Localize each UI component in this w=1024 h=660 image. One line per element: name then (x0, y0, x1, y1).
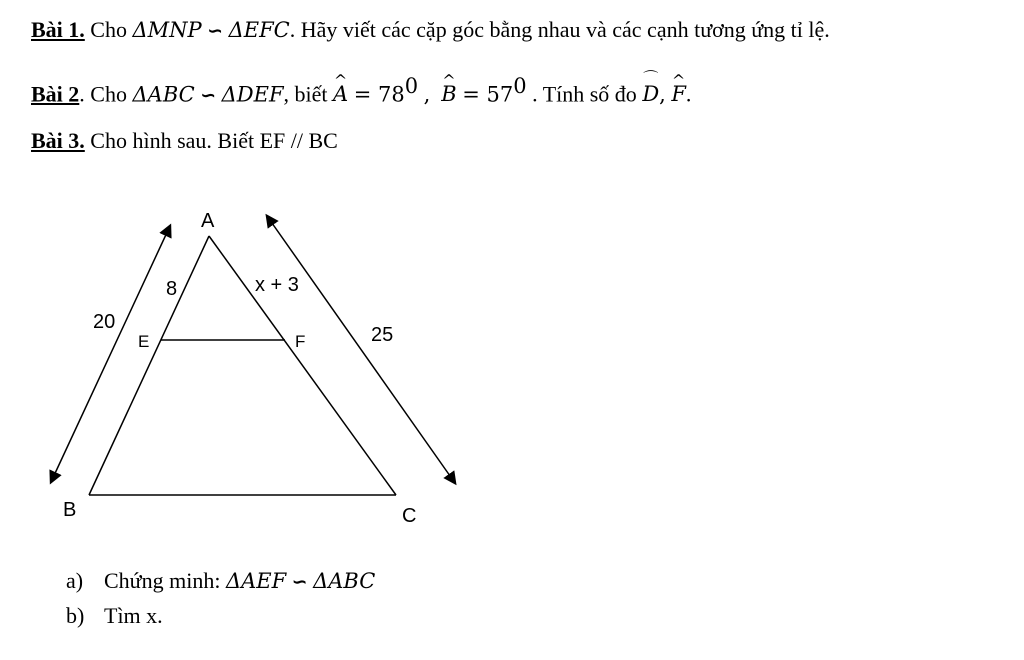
triangle-abc: ΔABC (132, 82, 195, 107)
similar-symbol: ∽ (200, 84, 217, 107)
degree-mark: 0 (404, 74, 419, 98)
exercise-3-label: Bài 3. (31, 128, 85, 153)
question-b-text: Tìm x. (104, 603, 163, 628)
triangle-mnp: ΔMNP (132, 18, 202, 42)
angle-a-letter: ^ A (333, 80, 348, 108)
triangle-aef: ΔAEF (225, 569, 287, 593)
length-ac-label: 25 (371, 324, 394, 346)
question-a-text: Chứng minh: (104, 568, 221, 593)
exercise-2-given: , biết (283, 81, 328, 107)
triangle-abc-2: ΔABC (313, 569, 376, 593)
exercise-2-text-start: . Cho (79, 81, 127, 107)
comma: , (659, 82, 666, 107)
length-ab-label: 20 (93, 311, 116, 333)
exercise-1-label: Bài 1. (31, 17, 85, 42)
exercise-1-text-start: Cho (90, 17, 127, 42)
degree-mark: 0 (513, 74, 527, 98)
angle-d-letter: ⌒ D (642, 80, 659, 108)
vertex-c-label: C (402, 505, 417, 527)
question-b (66, 602, 163, 630)
dimension-arrow-ab (51, 226, 170, 482)
length-af-label: x + 3 (255, 274, 299, 296)
question-b-marker: b) (66, 603, 85, 628)
angle-b-letter: ^ B (441, 80, 456, 108)
vertex-f-label: F (295, 332, 306, 351)
angle-f-letter: ^ F (671, 80, 686, 108)
separator: , (423, 82, 431, 107)
triangle-efc: ΔEFC (228, 18, 290, 42)
exercise-1-text-end: . Hãy viết các cặp góc bằng nhau và các cạnh tương ứng tỉ lệ. (289, 17, 830, 42)
exercise-2-question: . Tính số đo (532, 81, 637, 107)
exercise-2-label: Bài 2 (31, 81, 80, 107)
angle-b-value: = 57 (462, 82, 514, 107)
triangle-def: ΔDEF (221, 82, 284, 107)
vertex-b-label: B (63, 499, 77, 521)
question-a (66, 567, 375, 596)
vertex-a-label: A (201, 210, 215, 232)
period: . (685, 81, 692, 107)
angle-a-value: = 78 (353, 82, 405, 107)
similar-symbol: ∽ (291, 571, 308, 593)
similar-symbol: ∽ (207, 20, 224, 42)
vertex-e-label: E (138, 332, 150, 351)
length-ae-label: 8 (166, 278, 178, 300)
exercise-3-text: Cho hình sau. Biết EF // BC (90, 128, 338, 153)
question-a-marker: a) (66, 568, 84, 593)
side-ab (89, 236, 209, 495)
side-ac (209, 236, 396, 495)
